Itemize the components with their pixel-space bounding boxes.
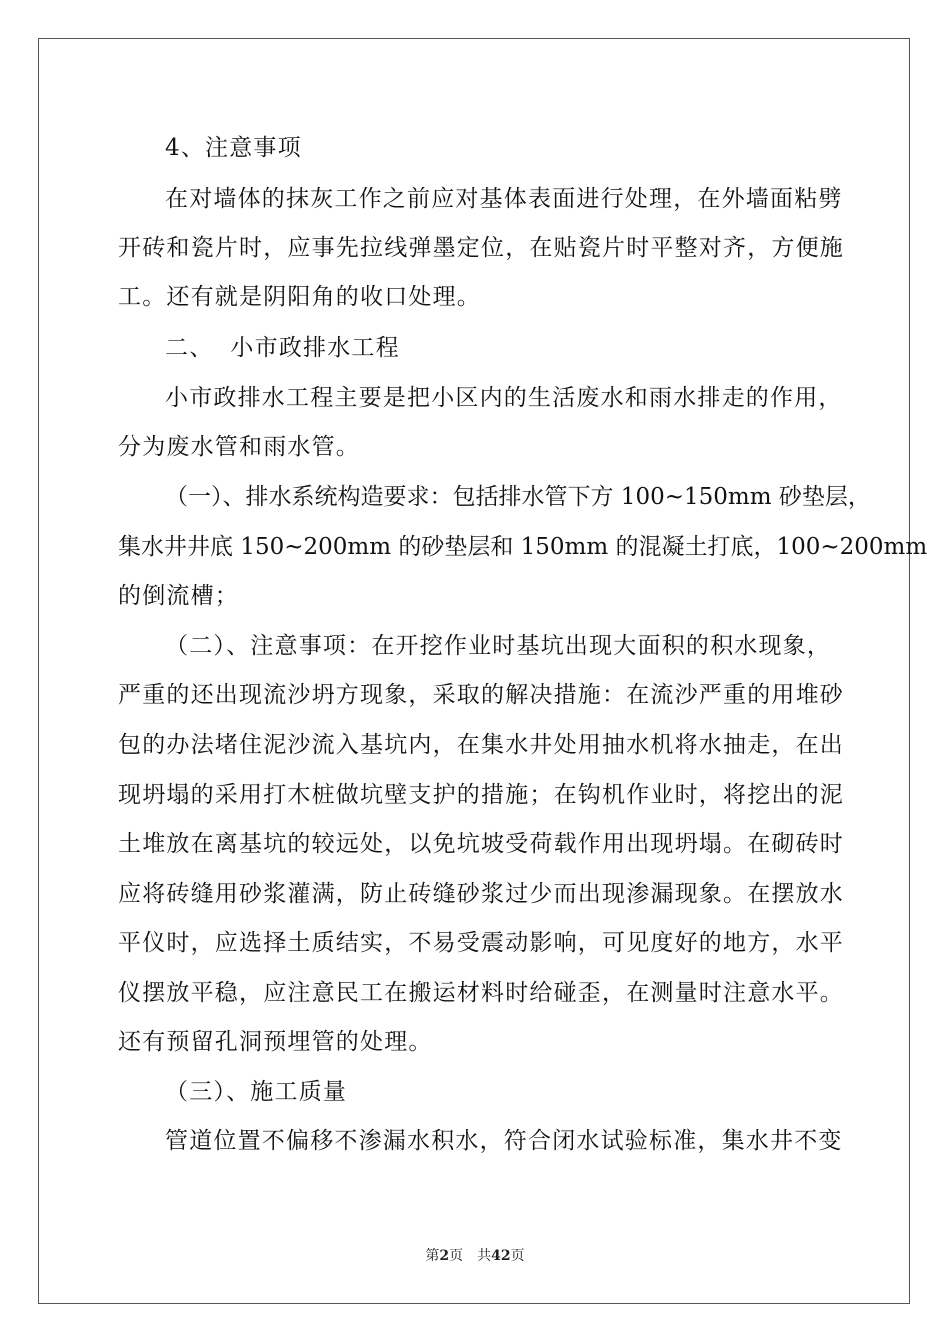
paragraph-line: 仪摆放平稳，应注意民工在搬运材料时给碰歪，在测量时注意水平。: [118, 980, 844, 1006]
paragraph-line: 分为废水管和雨水管。: [118, 434, 360, 460]
paragraph-line: 小市政排水工程主要是把小区内的生活废水和雨水排走的作用，: [165, 385, 843, 411]
paragraph-line: 现坍塌的采用打木桩做坑壁支护的措施；在钩机作业时，将挖出的泥: [118, 782, 844, 808]
paragraph-line: 管道位置不偏移不渗漏水积水，符合闭水试验标准，集水井不变: [165, 1128, 843, 1154]
paragraph-line: 严重的还出现流沙坍方现象，采取的解决措施：在流沙严重的用堆砂: [118, 682, 844, 708]
footer-suffix: 页: [510, 1248, 525, 1264]
paragraph-line: 还有预留孔洞预埋管的处理。: [118, 1029, 433, 1055]
paragraph-line: （一）、排水系统构造要求：包括排水管下方 100~150mm 砂垫层，: [165, 484, 871, 510]
paragraph-line: 集水井井底 150~200mm 的砂垫层和 150mm 的混凝土打底，100~200mm: [118, 534, 928, 560]
footer-prefix: 第: [425, 1248, 440, 1264]
page-footer: [0, 1247, 950, 1265]
footer-page-number: 2: [439, 1248, 450, 1264]
paragraph-line: 包的办法堵住泥沙流入基坑内，在集水井处用抽水机将水抽走，在出: [118, 732, 844, 758]
paragraph-line: 应将砖缝用砂浆灌满，防止砖缝砂浆过少而出现渗漏现象。在摆放水: [118, 881, 844, 907]
paragraph-line: 平仪时，应选择土质结实，不易受震动影响，可见度好的地方，水平: [118, 930, 844, 956]
footer-total-pages: 42: [491, 1248, 511, 1264]
paragraph-line: 土堆放在离基坑的较远处，以免坑坡受荷载作用出现坍塌。在砌砖时: [118, 831, 844, 857]
paragraph-line: 在对墙体的抹灰工作之前应对基体表面进行处理，在外墙面粘劈: [165, 186, 843, 212]
section-heading-drainage: 二、 小市政排水工程: [165, 335, 400, 361]
section-heading-notes: 4、注意事项: [165, 135, 302, 161]
paragraph-line: 的倒流槽；: [118, 583, 239, 609]
paragraph-line: （二）、注意事项：在开挖作业时基坑出现大面积的积水现象，: [165, 633, 832, 659]
section-heading-quality: （三）、施工质量: [165, 1079, 348, 1105]
paragraph-line: 工。还有就是阴阳角的收口处理。: [118, 284, 481, 310]
page-border: [38, 38, 910, 1304]
paragraph-line: 开砖和瓷片时，应事先拉线弹墨定位，在贴瓷片时平整对齐，方便施: [118, 235, 844, 261]
footer-mid: 页 共: [449, 1248, 492, 1264]
